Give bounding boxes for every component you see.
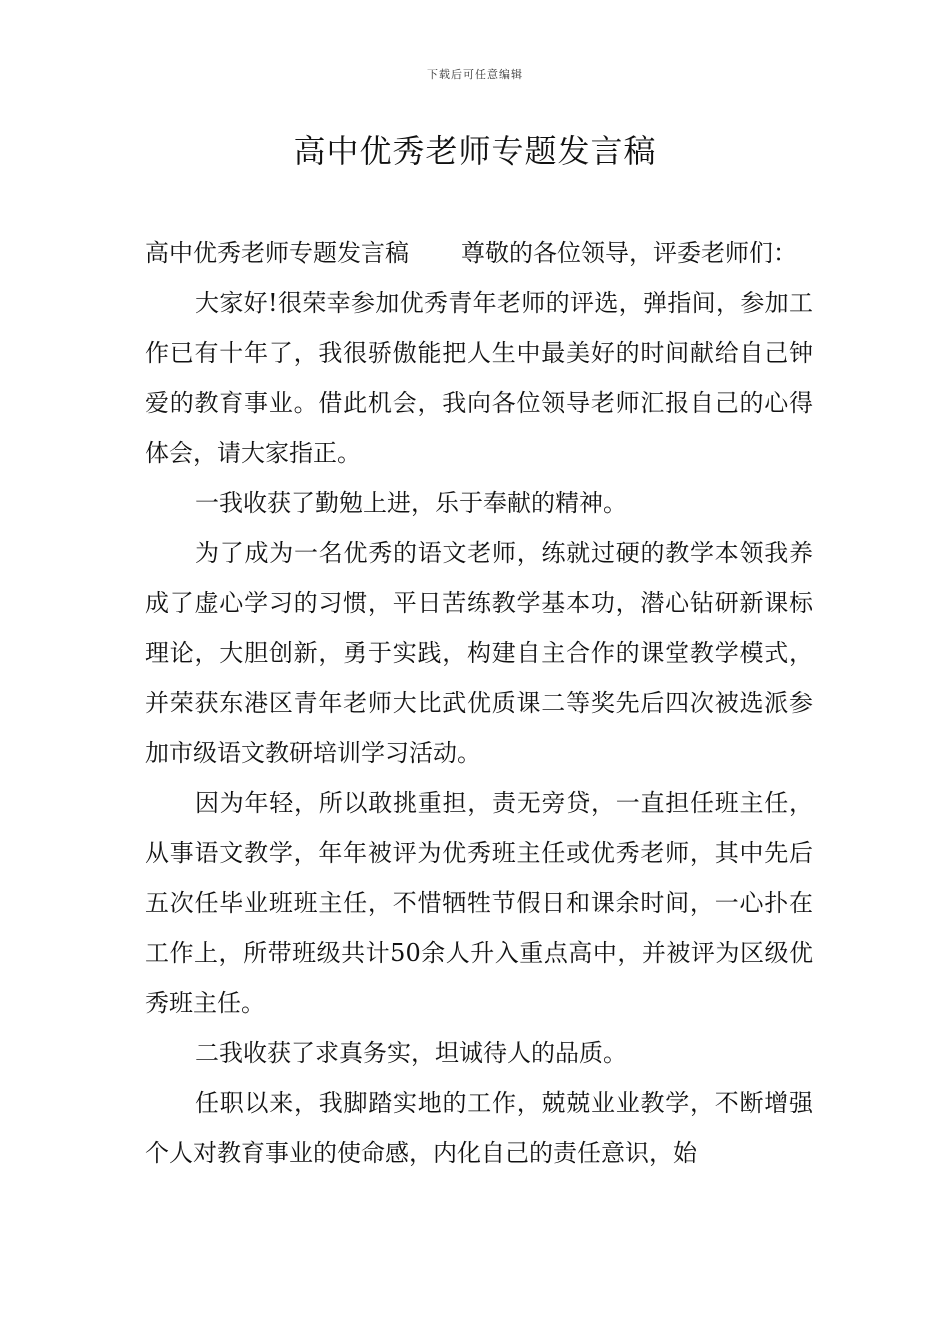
intro-greeting: 尊敬的各位领导，评委老师们： <box>461 239 797 267</box>
intro-paragraph <box>145 228 813 278</box>
document-title: 高中优秀老师专题发言稿 <box>293 132 657 170</box>
paragraph-1: 大家好!很荣幸参加优秀青年老师的评选，弹指间，参加工作已有十年了，我很骄傲能把人生中最美好的时间献给自己钟爱的教育事业。借此机会，我向各位领导老师汇报自己的心得体会，请大家指正。 <box>145 289 813 467</box>
intro-lead: 高中优秀老师专题发言稿 <box>145 239 409 267</box>
paragraph-4: 因为年轻，所以敢挑重担，责无旁贷，一直担任班主任，从事语文教学，年年被评为优秀班主任或优秀老师，其中先后五次任毕业班班主任，不惜牺牲节假日和课余时间，一心扑在工作上，所带班级共计50余人升入重点高中，并被评为区级优秀班主任。 <box>145 789 813 1017</box>
paragraph-3: 为了成为一名优秀的语文老师，练就过硬的教学本领我养成了虚心学习的习惯，平日苦练教学基本功，潜心钻研新课标理论，大胆创新，勇于实践，构建自主合作的课堂教学模式，并荣获东港区青年老师大比武优质课二等奖先后四次被选派参加市级语文教研培训学习活动。 <box>145 539 813 767</box>
document-body <box>145 228 813 1178</box>
paragraph-6: 任职以来，我脚踏实地的工作，兢兢业业教学，不断增强个人对教育事业的使命感，内化自己的责任意识，始 <box>145 1089 813 1167</box>
paragraph-5: 二我收获了求真务实，坦诚待人的品质。 <box>195 1039 627 1067</box>
header-note: 下载后可任意编辑 <box>427 68 523 81</box>
paragraph-2: 一我收获了勤勉上进，乐于奉献的精神。 <box>195 489 627 517</box>
